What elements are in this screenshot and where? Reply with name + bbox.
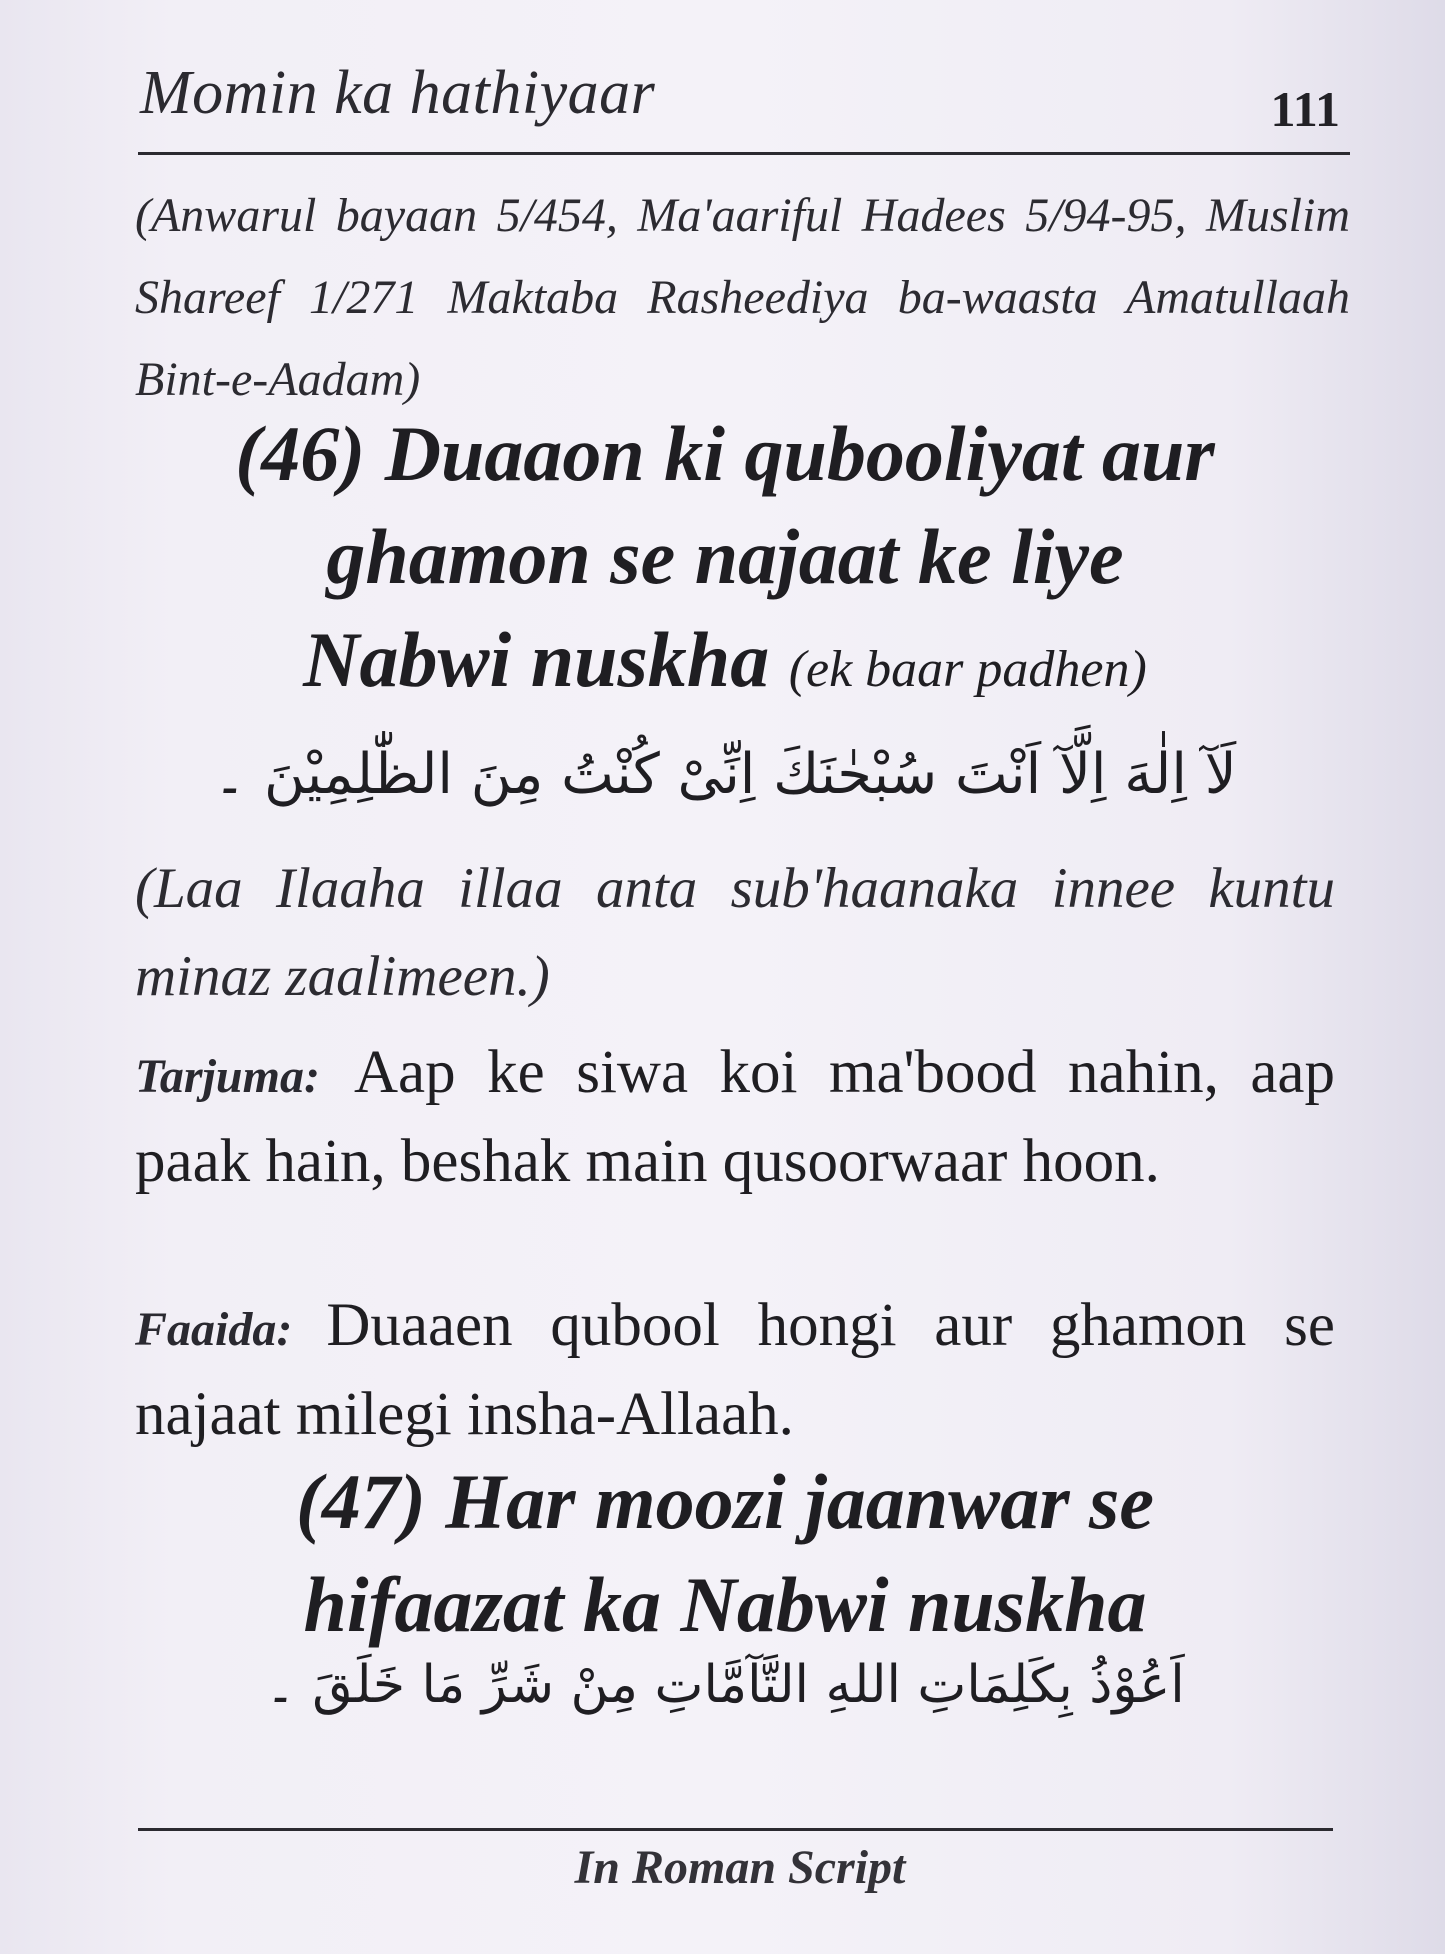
section-46-faaida (135, 1283, 1335, 1457)
running-title: Momin ka hathiyaar (140, 59, 656, 127)
page-header (140, 58, 1350, 158)
section-46-heading-line2: ghamon se najaat ke liye (326, 513, 1124, 600)
section-46-heading (140, 402, 1310, 721)
source-reference: (Anwarul bayaan 5/454, Ma'aariful Hadees 5/94-95, Muslim Shareef 1/271 Maktaba Rasheediya ba-waasta Amatullaah Bint-e-Aadam) (135, 189, 1350, 406)
footer-divider (138, 1828, 1333, 1831)
section-46-heading-line3 (140, 608, 1310, 721)
section-47-heading-line1: (47) Har moozi jaanwar se (295, 1458, 1155, 1545)
tarjuma-text: Aap ke siwa koi ma'bood nahin, aap paak hain, beshak main qusoorwaar hoon. (135, 1039, 1335, 1195)
section-46-heading-note: (ek baar padhen) (788, 641, 1147, 698)
page-number: 111 (1270, 81, 1340, 137)
section-47-arabic-dua: اَعُوْذُ بِكَلِمَاتِ اللهِ التَّآمَّاتِ مِنْ شَرِّ مَا خَلَقَ ۔ (265, 1655, 1185, 1715)
tarjuma-label: Tarjuma: (135, 1050, 320, 1103)
section-46-heading-text: Nabwi nuskha (303, 616, 770, 703)
section-46-tarjuma (135, 1030, 1335, 1204)
faaida-text: Duaaen qubool hongi aur ghamon se najaat milegi insha-Allaah. (135, 1292, 1335, 1448)
section-46-heading-line1: (46) Duaaon ki qubooliyat aur (235, 410, 1215, 497)
section-47-heading (140, 1450, 1310, 1656)
section-46-transliteration: (Laa Ilaaha illaa anta sub'haanaka innee kuntu minaz zaalimeen.) (135, 857, 1335, 1008)
page-footer: In Roman Script (574, 1841, 906, 1894)
section-46-arabic-dua: لَآ اِلٰهَ اِلَّآ اَنْتَ سُبْحٰنَكَ اِنِّىْ كُنْتُ مِنَ الظّٰلِمِيْنَ ۔ (213, 742, 1237, 807)
header-divider (138, 152, 1350, 155)
section-47-heading-line2: hifaazat ka Nabwi nuskha (303, 1561, 1147, 1648)
faaida-label: Faaida: (135, 1303, 293, 1356)
